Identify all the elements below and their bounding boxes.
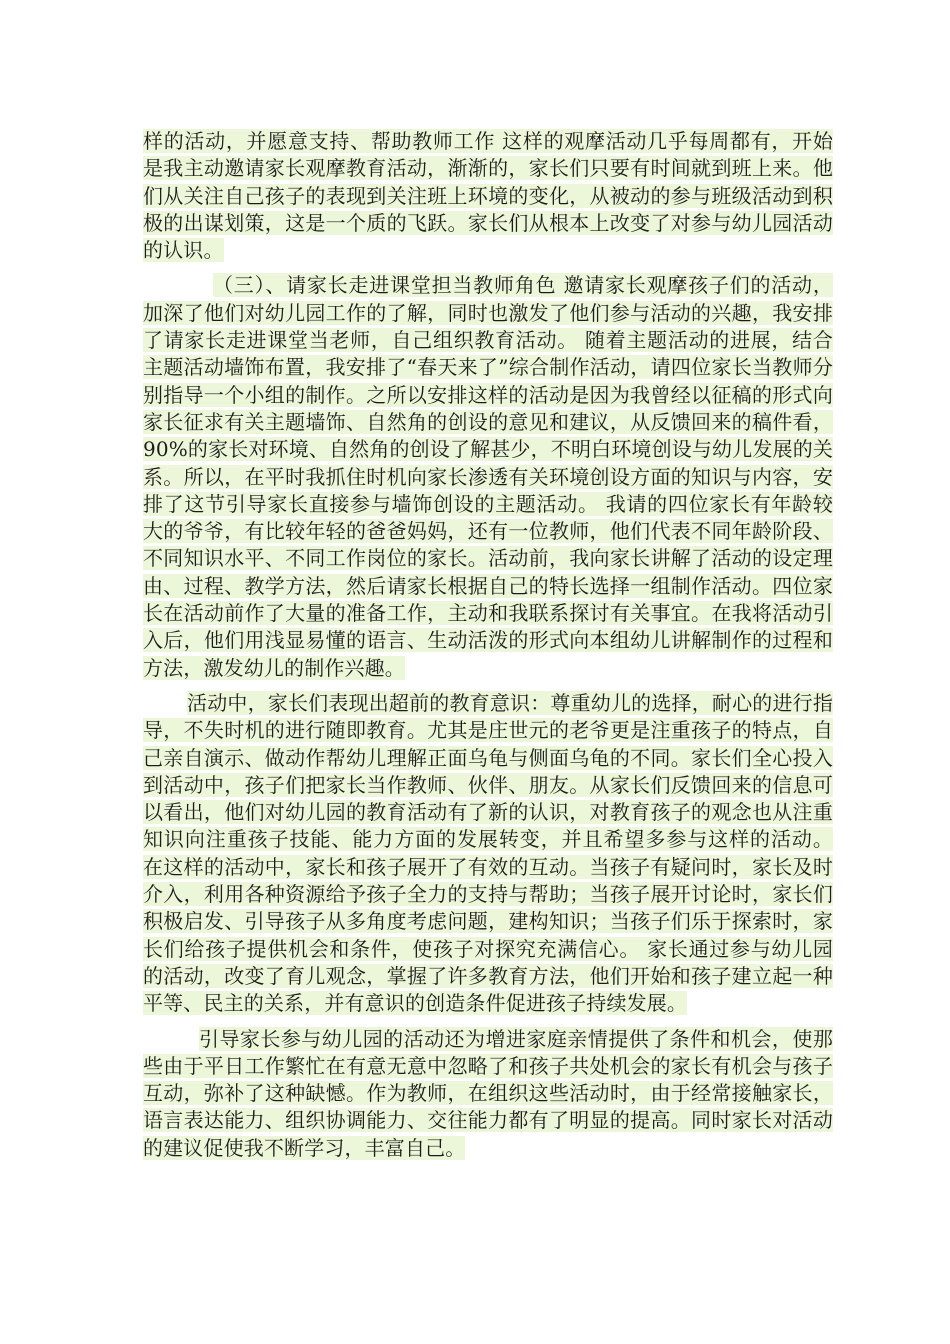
paragraph-1-text: 样的活动，并愿意支持、帮助教师工作 这样的观摩活动几乎每周都有，开始是我主动邀请家长观摩教育活动，渐渐的，家长们只要有时间就到班上来。他们从关注自己孩子的表现到关注班上环境的变化，从被动的参与班级活动到积极的出谋划策，这是一个质的飞跃。家长们从根本上改变了对参与幼儿园活动的认识。 — [143, 129, 833, 263]
paragraph-3 — [143, 690, 833, 1018]
paragraph-2 — [143, 272, 833, 681]
paragraph-4 — [143, 1026, 833, 1162]
paragraph-3-text: 活动中，家长们表现出超前的教育意识：尊重幼儿的选择，耐心的进行指导，不失时机的进行随即教育。尤其是庄世元的老爷更是注重孩子的特点，自己亲自演示、做动作帮幼儿理解正面乌龟与侧面乌龟的不同。家长们全心投入到活动中，孩子们把家长当作教师、伙伴、朋友。从家长们反馈回来的信息可以看出，他们对幼儿园的教育活动有了新的认识，对教育孩子的观念也从注重知识向注重孩子技能、能力方面的发展转变，并且希望多参与这样的活动。 在这样的活动中，家长和孩子展开了有效的互动。当孩子有疑问时，家长及时介入，利用各种资源给予孩子全力的支持与帮助；当孩子展开讨论时，家长们积极启发、引导孩子从多角度考虑问题，建构知识；当孩子们乐于探索时，家长们给孩子提供机会和条件，使孩子对探究充满信心。 家长通过参与幼儿园的活动，改变了育儿观念，掌握了许多教育方法，他们开始和孩子建立起一种平等、民主的关系，并有意识的创造条件促进孩子持续发展。 — [143, 690, 833, 1016]
paragraph-4-text: 引导家长参与幼儿园的活动还为增进家庭亲情提供了条件和机会，使那些由于平日工作繁忙在有意无意中忽略了和孩子共处机会的家长有机会与孩子互动，弥补了这种缺憾。作为教师，在组织这些活动时，由于经常接触家长，语言表达能力、组织协调能力、交往能力都有了明显的提高。同时家长对活动的建议促使我不断学习，丰富自己。 — [143, 1026, 833, 1160]
document-body — [143, 128, 833, 1162]
paragraph-2-text: （三）、请家长走进课堂担当教师角色 邀请家长观摩孩子们的活动，加深了他们对幼儿园工作的了解，同时也激发了他们参与活动的兴趣，我安排了请家长走进课堂当老师，自己组织教育活动。 随着主题活动的进展，结合主题活动墙饰布置，我安排了“春天来了”综合制作活动，请四位家长当教师分别指导一个小组的制作。之所以安排这样的活动是因为我曾经以征稿的形式向家长征求有关主题墙饰、自然角的创设的意见和建议，从反馈回来的稿件看，90%的家长对环境、自然角的创设了解甚少，不明白环境创设与幼儿发展的关系。所以，在平时我抓住时机向家长渗透有关环境创设方面的知识与内容，安排了这节引导家长直接参与墙饰创设的主题活动。 我请的四位家长有年龄较大的爷爷，有比较年轻的爸爸妈妈，还有一位教师，他们代表不同年龄阶段、不同知识水平、不同工作岗位的家长。活动前，我向家长讲解了活动的设定理由、过程、教学方法，然后请家长根据自己的特长选择一组制作活动。四位家长在活动前作了大量的准备工作，主动和我联系探讨有关事宜。在我将活动引入后，他们用浅显易懂的语言、生动活泼的形式向本组幼儿讲解制作的过程和方法，激发幼儿的制作兴趣。 — [143, 273, 833, 680]
paragraph-1 — [143, 128, 833, 264]
